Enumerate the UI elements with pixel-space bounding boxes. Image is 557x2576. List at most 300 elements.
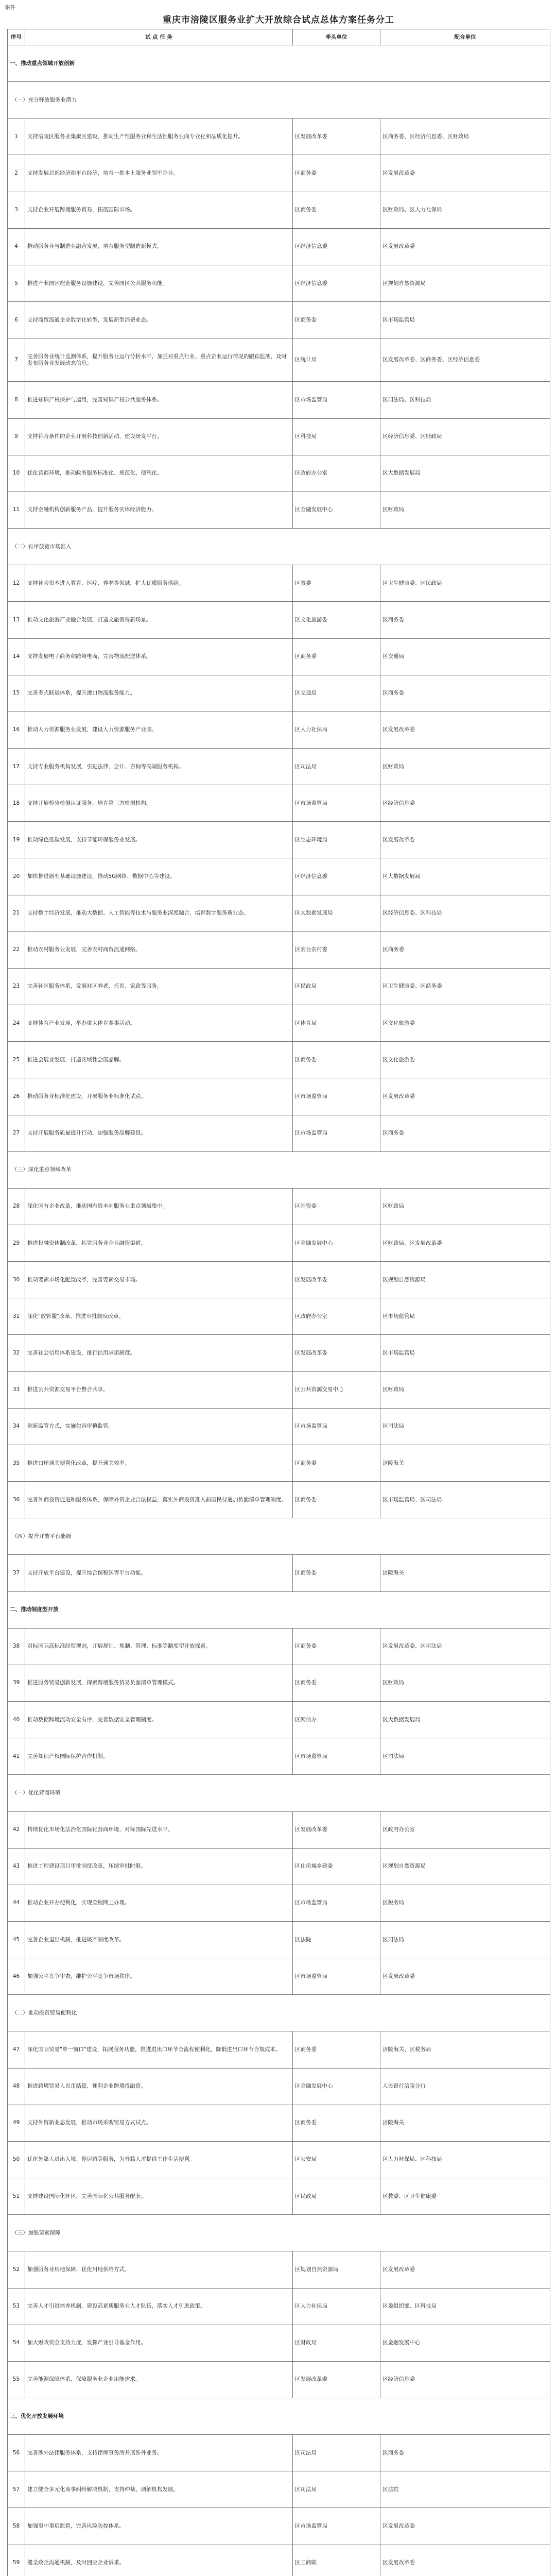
lead-unit: 区住房城乡建委 (293, 1848, 380, 1885)
section-title: 二、推动制度型开放 (8, 1591, 550, 1628)
task-row (8, 931, 550, 968)
task-row (8, 1628, 550, 1665)
task-text: 支持符合条件的企业开展科技创新活动，建设研发平台。 (25, 418, 293, 455)
task-text: 创新监管方式，实施包容审慎监管。 (25, 1408, 293, 1445)
task-text: 加强事中事后监管，完善风险防控体系。 (25, 2508, 293, 2545)
lead-unit: 区工商联 (293, 2545, 380, 2576)
lead-unit: 区市场监管局 (293, 1738, 380, 1775)
row-number: 38 (8, 1628, 25, 1665)
row-number: 26 (8, 1078, 25, 1115)
task-row (8, 2178, 550, 2215)
task-text: 完善外商投资促进和服务体系，保障外资企业合法权益，落实外商投资准入前国民待遇加负面清单管理制度。 (25, 1482, 293, 1518)
lead-unit: 区市场监管局 (293, 382, 380, 418)
subsection-title: （三）深化重点领域改革 (8, 1151, 550, 1188)
task-row (8, 1408, 550, 1445)
support-units: 区商务委、区经济信息委、区财政局 (380, 118, 550, 155)
subsection-row (8, 2215, 550, 2251)
subsection-title: （二）有序放宽市场准入 (8, 529, 550, 565)
task-row (8, 1225, 550, 1262)
subsection-row (8, 1151, 550, 1188)
task-row (8, 1482, 550, 1518)
row-number: 24 (8, 1005, 25, 1042)
task-text: 支持发展电子商务和跨境电商，完善物流配送体系。 (25, 638, 293, 675)
row-number: 32 (8, 1335, 25, 1371)
lead-unit: 区司法局 (293, 2471, 380, 2508)
row-number: 12 (8, 565, 25, 602)
lead-unit: 区市场监管局 (293, 785, 380, 822)
lead-unit: 区商务委 (293, 1445, 380, 1481)
row-number: 7 (8, 338, 25, 382)
support-units: 区卫生健康委、区商务委 (380, 968, 550, 1005)
task-row (8, 382, 550, 418)
row-number: 59 (8, 2545, 25, 2576)
support-units: 区教委、区卫生健康委 (380, 2178, 550, 2215)
lead-unit: 区民政局 (293, 2178, 380, 2215)
subsection-row (8, 82, 550, 118)
lead-unit: 区国资委 (293, 1188, 380, 1225)
row-number: 40 (8, 1702, 25, 1738)
task-row (8, 1848, 550, 1885)
row-number: 31 (8, 1298, 25, 1335)
task-text: 优化营商环境，推动政务服务标准化、规范化、便利化。 (25, 455, 293, 492)
task-row (8, 118, 550, 155)
task-row (8, 1665, 550, 1701)
lead-unit: 区商务委 (293, 1482, 380, 1518)
task-row (8, 822, 550, 858)
task-row (8, 418, 550, 455)
task-text: 支持专业服务机构发展，引进法律、会计、咨询等高端服务机构。 (25, 748, 293, 785)
row-number: 43 (8, 1848, 25, 1885)
support-units: 区财政局 (380, 748, 550, 785)
task-text: 完善企业退出机制，推进破产制度改革。 (25, 1921, 293, 1958)
row-number: 15 (8, 675, 25, 711)
task-text: 支持社会资本进入教育、医疗、养老等领域，扩大优质服务供给。 (25, 565, 293, 602)
task-text: 支持涪陵区服务业集聚区建设，推动生产性服务业和生活性服务业向专业化和品质化提升。 (25, 118, 293, 155)
subsection-title: （一）充分释放服务业潜力 (8, 82, 550, 118)
support-units: 区规划自然资源局 (380, 1262, 550, 1298)
support-units: 区法院 (380, 2471, 550, 2508)
task-text: 推进公共资源交易平台整合共享。 (25, 1371, 293, 1408)
table-body (8, 45, 550, 2576)
task-row (8, 2031, 550, 2068)
row-number: 48 (8, 2068, 25, 2105)
lead-unit: 区商务委 (293, 1042, 380, 1078)
support-units: 区大数据发展局 (380, 455, 550, 492)
support-units: 区政府办公室 (380, 1811, 550, 1848)
row-number: 23 (8, 968, 25, 1005)
row-number: 14 (8, 638, 25, 675)
task-text: 完善人才引进培养机制，建设高素质服务业人才队伍，落实人才引进政策。 (25, 2288, 293, 2325)
lead-unit: 区法院 (293, 1921, 380, 1958)
task-row (8, 2141, 550, 2178)
support-units: 区经济信息委、区财政局 (380, 418, 550, 455)
row-number: 39 (8, 1665, 25, 1701)
task-text: 推进会展业发展，打造区域性会展品牌。 (25, 1042, 293, 1078)
task-text: 完善多式联运体系，提升港口物流服务能力。 (25, 675, 293, 711)
lead-unit: 区科技局 (293, 418, 380, 455)
row-number: 16 (8, 711, 25, 748)
row-number: 3 (8, 192, 25, 228)
task-table-container (7, 29, 550, 2576)
task-row (8, 1298, 550, 1335)
row-number: 21 (8, 895, 25, 931)
lead-unit: 区网信办 (293, 1702, 380, 1738)
lead-unit: 区金融发展中心 (293, 492, 380, 528)
lead-unit: 区发展改革委 (293, 2361, 380, 2398)
task-text: 推动要素市场化配置改革，完善要素交易市场。 (25, 1262, 293, 1298)
lead-unit: 区生态环境局 (293, 822, 380, 858)
support-units: 区商务委 (380, 2435, 550, 2471)
task-text: 完善知识产权国际保护合作机制。 (25, 1738, 293, 1775)
task-text: 支持开展检验检测认证服务，培育第三方检测机构。 (25, 785, 293, 822)
row-number: 30 (8, 1262, 25, 1298)
row-number: 45 (8, 1921, 25, 1958)
task-row (8, 2435, 550, 2471)
support-units: 区文化旅游委 (380, 1005, 550, 1042)
lead-unit: 区公安局 (293, 2141, 380, 2178)
section-row (8, 1591, 550, 1628)
task-row (8, 711, 550, 748)
task-row (8, 748, 550, 785)
task-text: 完善能源保障体系，保障服务业企业用能需求。 (25, 2361, 293, 2398)
support-units: 区发展改革委 (380, 711, 550, 748)
task-row (8, 565, 550, 602)
support-units: 区发展改革委 (380, 155, 550, 192)
task-text: 推进投融资体制改革，拓宽服务业企业融资渠道。 (25, 1225, 293, 1262)
subsection-row (8, 529, 550, 565)
lead-unit: 区经济信息委 (293, 265, 380, 301)
row-number: 4 (8, 228, 25, 265)
row-number: 11 (8, 492, 25, 528)
task-text: 支持金融机构创新服务产品，提升服务实体经济能力。 (25, 492, 293, 528)
lead-unit: 区商务委 (293, 192, 380, 228)
task-text: 支持建设国际化社区，完善国际化公共服务配套。 (25, 2178, 293, 2215)
task-row (8, 785, 550, 822)
subsection-row (8, 1518, 550, 1555)
task-row (8, 155, 550, 192)
lead-unit: 区商务委 (293, 155, 380, 192)
support-units: 区发展改革委 (380, 2508, 550, 2545)
row-number: 46 (8, 1958, 25, 1995)
lead-unit: 区发展改革委 (293, 1262, 380, 1298)
row-number: 13 (8, 602, 25, 638)
support-units: 区司法局 (380, 1738, 550, 1775)
task-row (8, 228, 550, 265)
row-number: 35 (8, 1445, 25, 1481)
row-number: 36 (8, 1482, 25, 1518)
row-number: 42 (8, 1811, 25, 1848)
support-units: 涪陵海关 (380, 1555, 550, 1591)
task-row (8, 338, 550, 382)
support-units: 区委组织部、区科技局 (380, 2288, 550, 2325)
section-row (8, 2398, 550, 2435)
task-text: 加强公平竞争审查，维护公平竞争市场秩序。 (25, 1958, 293, 1995)
row-number: 2 (8, 155, 25, 192)
support-units: 人民银行涪陵分行 (380, 2068, 550, 2105)
task-row (8, 2105, 550, 2141)
task-text: 完善社会信用体系建设，推行信用承诺制度。 (25, 1335, 293, 1371)
lead-unit: 区市场监管局 (293, 1078, 380, 1115)
row-number: 44 (8, 1885, 25, 1921)
support-units: 区财政局、区发展改革委 (380, 1225, 550, 1262)
task-row (8, 968, 550, 1005)
support-units: 区商务委 (380, 931, 550, 968)
row-number: 25 (8, 1042, 25, 1078)
task-text: 持续优化市场化法治化国际化营商环境，对标国际先进水平。 (25, 1811, 293, 1848)
task-text: 支持体育产业发展，举办重大体育赛事活动。 (25, 1005, 293, 1042)
task-text: 完善涉外法律服务体系，支持律师事务所开展涉外业务。 (25, 2435, 293, 2471)
task-row (8, 1115, 550, 1151)
task-row (8, 638, 550, 675)
task-text: 优化外籍人员出入境、停居留等服务，为外籍人才提供工作生活便利。 (25, 2141, 293, 2178)
support-units: 区经济信息委、区科技局 (380, 895, 550, 931)
task-row (8, 2361, 550, 2398)
row-number: 53 (8, 2288, 25, 2325)
support-units: 区规划自然资源局 (380, 265, 550, 301)
task-row (8, 1188, 550, 1225)
lead-unit: 区商务委 (293, 302, 380, 338)
task-row (8, 1262, 550, 1298)
task-row (8, 602, 550, 638)
task-text: 推动人力资源服务业发展，建设人力资源服务产业园。 (25, 711, 293, 748)
task-text: 加大财政资金支持力度，发挥产业引导基金作用。 (25, 2325, 293, 2361)
task-row (8, 2325, 550, 2361)
task-row (8, 1078, 550, 1115)
row-number: 5 (8, 265, 25, 301)
support-units: 区税务局 (380, 1885, 550, 1921)
task-text: 推进服务贸易创新发展，探索跨境服务贸易负面清单管理模式。 (25, 1665, 293, 1701)
lead-unit: 区教委 (293, 565, 380, 602)
row-number: 19 (8, 822, 25, 858)
header-lead: 牵头单位 (293, 29, 380, 45)
header-no: 序号 (8, 29, 25, 45)
row-number: 57 (8, 2471, 25, 2508)
task-row (8, 2471, 550, 2508)
row-number: 6 (8, 302, 25, 338)
task-table (7, 29, 550, 2576)
row-number: 20 (8, 858, 25, 895)
task-text: 支持发展总部经济和平台经济，培育一批本土服务业领军企业。 (25, 155, 293, 192)
row-number: 8 (8, 382, 25, 418)
task-text: 深化国际贸易"单一窗口"建设，拓展服务功能，推进进出口环节全流程便利化，降低进出口环节合规成本。 (25, 2031, 293, 2068)
header-support: 配合单位 (380, 29, 550, 45)
row-number: 41 (8, 1738, 25, 1775)
row-number: 27 (8, 1115, 25, 1151)
support-units: 区大数据发展局 (380, 858, 550, 895)
task-row (8, 895, 550, 931)
lead-unit: 区商务委 (293, 1628, 380, 1665)
row-number: 54 (8, 2325, 25, 2361)
row-number: 47 (8, 2031, 25, 2068)
subsection-row (8, 1995, 550, 2031)
row-number: 17 (8, 748, 25, 785)
task-text: 推进产业园区配套服务设施建设，完善园区公共服务功能。 (25, 265, 293, 301)
task-text: 推动数据跨境流动安全有序，完善数据安全管理制度。 (25, 1702, 293, 1738)
row-number: 18 (8, 785, 25, 822)
support-units: 区发展改革委、区商务委、区经济信息委 (380, 338, 550, 382)
row-number: 51 (8, 2178, 25, 2215)
lead-unit: 区商务委 (293, 1665, 380, 1701)
row-number: 10 (8, 455, 25, 492)
task-row (8, 858, 550, 895)
lead-unit: 区司法局 (293, 2435, 380, 2471)
task-row (8, 2068, 550, 2105)
task-row (8, 675, 550, 711)
lead-unit: 区民政局 (293, 968, 380, 1005)
row-number: 37 (8, 1555, 25, 1591)
task-text: 完善服务业统计监测体系，提升服务业运行分析水平，加强对重点行业、重点企业运行情况的跟踪监测，及时发布服务业发展动态信息。 (25, 338, 293, 382)
task-row (8, 492, 550, 528)
section-title: 三、优化开放发展环境 (8, 2398, 550, 2435)
task-text: 健全政企沟通机制，及时回应企业诉求。 (25, 2545, 293, 2576)
lead-unit: 区政府办公室 (293, 455, 380, 492)
task-text: 深化国有企业改革，推动国有资本向服务业重点领域集中。 (25, 1188, 293, 1225)
row-number: 33 (8, 1371, 25, 1408)
task-row (8, 2288, 550, 2325)
row-number: 52 (8, 2251, 25, 2288)
lead-unit: 区市场监管局 (293, 1115, 380, 1151)
lead-unit: 区发展改革委 (293, 118, 380, 155)
support-units: 区司法局 (380, 1408, 550, 1445)
task-text: 支持外贸新业态发展，推动市场采购贸易方式试点。 (25, 2105, 293, 2141)
support-units: 区发展改革委 (380, 2251, 550, 2288)
task-text: 支持商贸流通企业数字化转型，发展新型消费业态。 (25, 302, 293, 338)
task-row (8, 1371, 550, 1408)
support-units: 区发展改革委、区司法局 (380, 1628, 550, 1665)
task-text: 支持开放平台建设，提升综合保税区等平台功能。 (25, 1555, 293, 1591)
lead-unit: 区市场监管局 (293, 2508, 380, 2545)
section-title: 一、推动重点领域开放创新 (8, 45, 550, 82)
task-text: 建立健全多元化商事纠纷解决机制，支持仲裁、调解机构发展。 (25, 2471, 293, 2508)
task-text: 推进口岸通关便利化改革，提升通关效率。 (25, 1445, 293, 1481)
support-units: 区商务委 (380, 602, 550, 638)
task-text: 加快推进新型基础设施建设，推动5G网络、数据中心等建设。 (25, 858, 293, 895)
support-units: 区规划自然资源局 (380, 1848, 550, 1885)
subsection-title: （二）推动投资贸易便利化 (8, 1995, 550, 2031)
support-units: 区经济信息委 (380, 2361, 550, 2398)
row-number: 34 (8, 1408, 25, 1445)
lead-unit: 区统计局 (293, 338, 380, 382)
lead-unit: 区财政局 (293, 2325, 380, 2361)
lead-unit: 区金融发展中心 (293, 1225, 380, 1262)
task-text: 支持企业开展跨境服务贸易，拓展国际市场。 (25, 192, 293, 228)
task-text: 推动服务业与制造业融合发展，培育服务型制造新模式。 (25, 228, 293, 265)
task-text: 推动绿色低碳发展，支持节能环保服务业发展。 (25, 822, 293, 858)
task-row (8, 2545, 550, 2576)
lead-unit: 区市场监管局 (293, 1408, 380, 1445)
document-title: 重庆市涪陵区服务业扩大开放综合试点总体方案任务分工 (163, 15, 394, 25)
support-units: 区财政局 (380, 1665, 550, 1701)
task-row (8, 1958, 550, 1995)
lead-unit: 区体育局 (293, 1005, 380, 1042)
lead-unit: 区农业农村委 (293, 931, 380, 968)
section-row (8, 45, 550, 82)
task-row (8, 265, 550, 301)
subsection-title: （四）提升开放平台能级 (8, 1518, 550, 1555)
task-row (8, 455, 550, 492)
task-text: 对标国际高标准经贸规则，开展规则、规制、管理、标准等制度型开放探索。 (25, 1628, 293, 1665)
support-units: 区交通局 (380, 638, 550, 675)
subsection-title: （一）优化营商环境 (8, 1775, 550, 1811)
support-units: 涪陵海关 (380, 1445, 550, 1481)
lead-unit: 区商务委 (293, 1555, 380, 1591)
support-units: 涪陵海关、区税务局 (380, 2031, 550, 2068)
lead-unit: 区经济信息委 (293, 858, 380, 895)
row-number: 9 (8, 418, 25, 455)
task-row (8, 1445, 550, 1481)
support-units: 区文化旅游委 (380, 1042, 550, 1078)
task-text: 推动企业开办便利化，实现全程网上办理。 (25, 1885, 293, 1921)
support-units: 区财政局 (380, 492, 550, 528)
support-units: 区财政局、区人力社保局 (380, 192, 550, 228)
lead-unit: 区交通局 (293, 675, 380, 711)
task-text: 推动文化旅游产业融合发展，打造文旅消费新场景。 (25, 602, 293, 638)
lead-unit: 区发展改革委 (293, 1335, 380, 1371)
row-number: 49 (8, 2105, 25, 2141)
row-number: 22 (8, 931, 25, 968)
lead-unit: 区人力社保局 (293, 2288, 380, 2325)
support-units: 区司法局、区科技局 (380, 382, 550, 418)
support-units: 涪陵海关 (380, 2105, 550, 2141)
lead-unit: 区人力社保局 (293, 711, 380, 748)
lead-unit: 区发展改革委 (293, 1811, 380, 1848)
support-units: 区财政局 (380, 1188, 550, 1225)
row-number: 1 (8, 118, 25, 155)
task-text: 推进跨境贸易人民币结算，便利企业跨境投融资。 (25, 2068, 293, 2105)
lead-unit: 区政府办公室 (293, 1298, 380, 1335)
support-units: 区发展改革委 (380, 228, 550, 265)
lead-unit: 区文化旅游委 (293, 602, 380, 638)
support-units: 区市场监管局 (380, 1335, 550, 1371)
lead-unit: 区市场监管局 (293, 1958, 380, 1995)
task-row (8, 1811, 550, 1848)
task-text: 推动农村服务业发展，完善农村商贸流通网络。 (25, 931, 293, 968)
task-row (8, 1005, 550, 1042)
row-number: 58 (8, 2508, 25, 2545)
header-task: 试 点 任 务 (25, 29, 293, 45)
task-row (8, 192, 550, 228)
subsection-title: （三）加强要素保障 (8, 2215, 550, 2251)
support-units: 区商务委 (380, 1115, 550, 1151)
task-row (8, 2251, 550, 2288)
task-row (8, 1921, 550, 1958)
lead-unit: 区经济信息委 (293, 228, 380, 265)
support-units: 区财政局 (380, 1371, 550, 1408)
attachment-label: 附件 (5, 5, 15, 11)
row-number: 56 (8, 2435, 25, 2471)
support-units: 区发展改革委 (380, 1078, 550, 1115)
lead-unit: 区商务委 (293, 2031, 380, 2068)
support-units: 区人力社保局、区科技局 (380, 2141, 550, 2178)
support-units: 区商务委 (380, 675, 550, 711)
subsection-row (8, 1775, 550, 1811)
lead-unit: 区公共资源交易中心 (293, 1371, 380, 1408)
support-units: 区发展改革委 (380, 822, 550, 858)
row-number: 28 (8, 1188, 25, 1225)
lead-unit: 区商务委 (293, 638, 380, 675)
task-text: 完善社区服务体系，发展社区养老、托育、家政等服务。 (25, 968, 293, 1005)
task-row (8, 2508, 550, 2545)
support-units: 区发展改革委 (380, 2545, 550, 2576)
support-units: 区卫生健康委、区民政局 (380, 565, 550, 602)
support-units: 区经济信息委 (380, 785, 550, 822)
support-units: 区大数据发展局 (380, 1702, 550, 1738)
support-units: 区市场监管局、区司法局 (380, 1482, 550, 1518)
task-text: 推进工程建设项目审批制度改革，压缩审批时限。 (25, 1848, 293, 1885)
lead-unit: 区大数据发展局 (293, 895, 380, 931)
support-units: 区市场监管局 (380, 1298, 550, 1335)
task-row (8, 1335, 550, 1371)
